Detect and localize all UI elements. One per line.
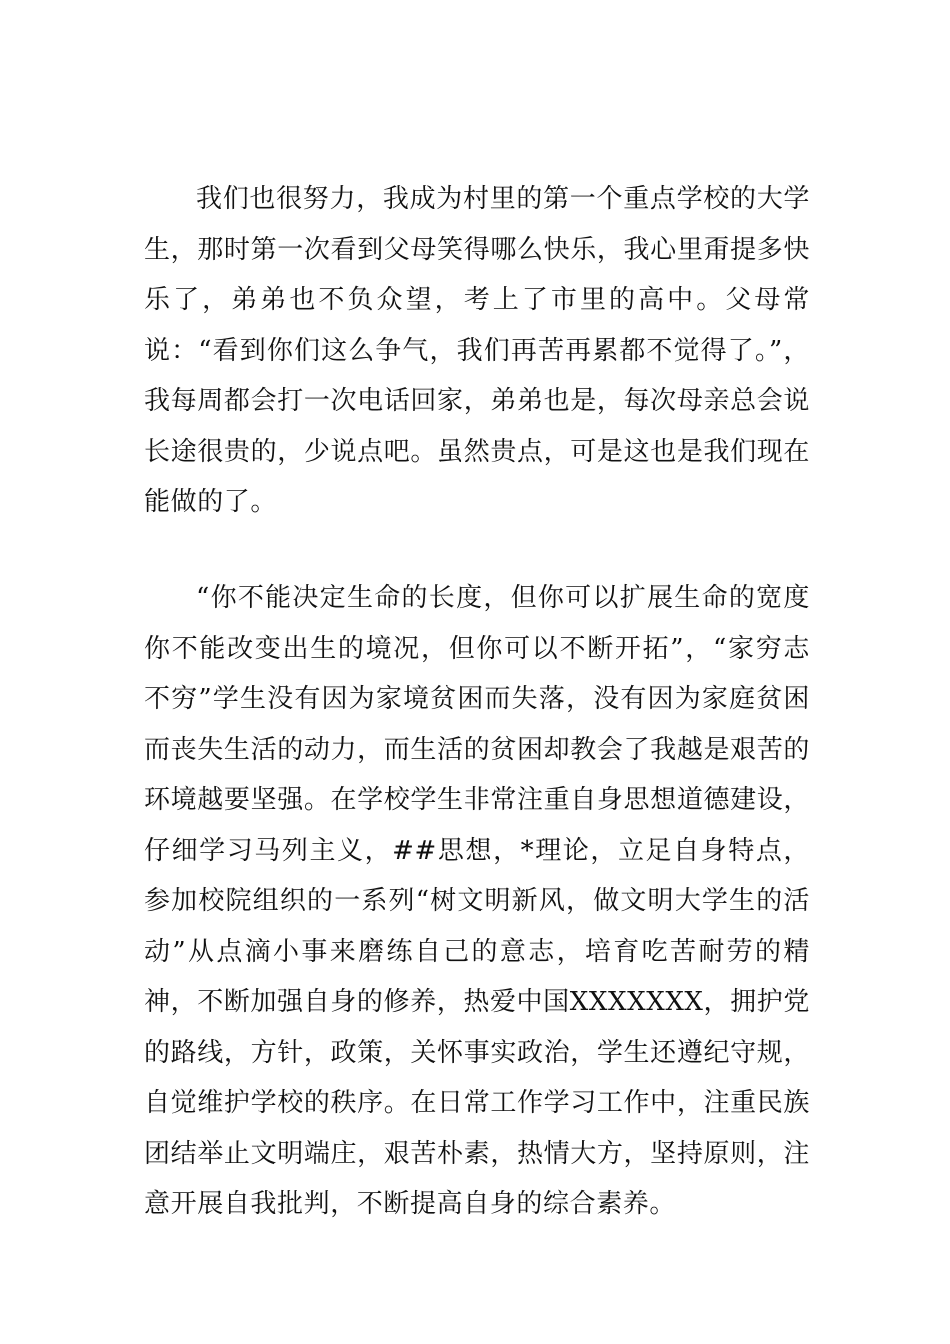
- paragraph-1: 我们也很努力，我成为村里的第一个重点学校的大学生，那时第一次看到父母笑得哪么快乐，我心里甭提多快乐了，弟弟也不负众望，考上了市里的高中。父母常说：“看到你们这么争气，我们再苦再累都不觉得了。”，我每周都会打一次电话回家，弟弟也是，每次母亲总会说长途很贵的，少说点吧。虽然贵点，可是这也是我们现在能做的了。: [144, 184, 810, 517]
- paragraph-2: “你不能决定生命的长度，但你可以扩展生命的宽度你不能改变出生的境况，但你可以不断开拓”，“家穷志不穷”学生没有因为家境贫困而失落，没有因为家庭贫困而丧失生活的动力，而生活的贫困却教会了我越是艰苦的环境越要坚强。在学校学生非常注重自身思想道德建设，仔细学习马列主义，##思想，*理论，立足自身特点，参加校院组织的一系列“树文明新风，做文明大学生的活动”从点滴小事来磨练自己的意志，培育吃苦耐劳的精神，不断加强自身的修养，热爱中国XXXXXXX，拥护党的路线，方针，政策，关怀事实政治，学生还遵纪守规，自觉维护学校的秩序。在日常工作学习工作中，注重民族团结举止文明端庄，艰苦朴素，热情大方，坚持原则，注意开展自我批判，不断提高自身的综合素养。: [144, 583, 810, 1219]
